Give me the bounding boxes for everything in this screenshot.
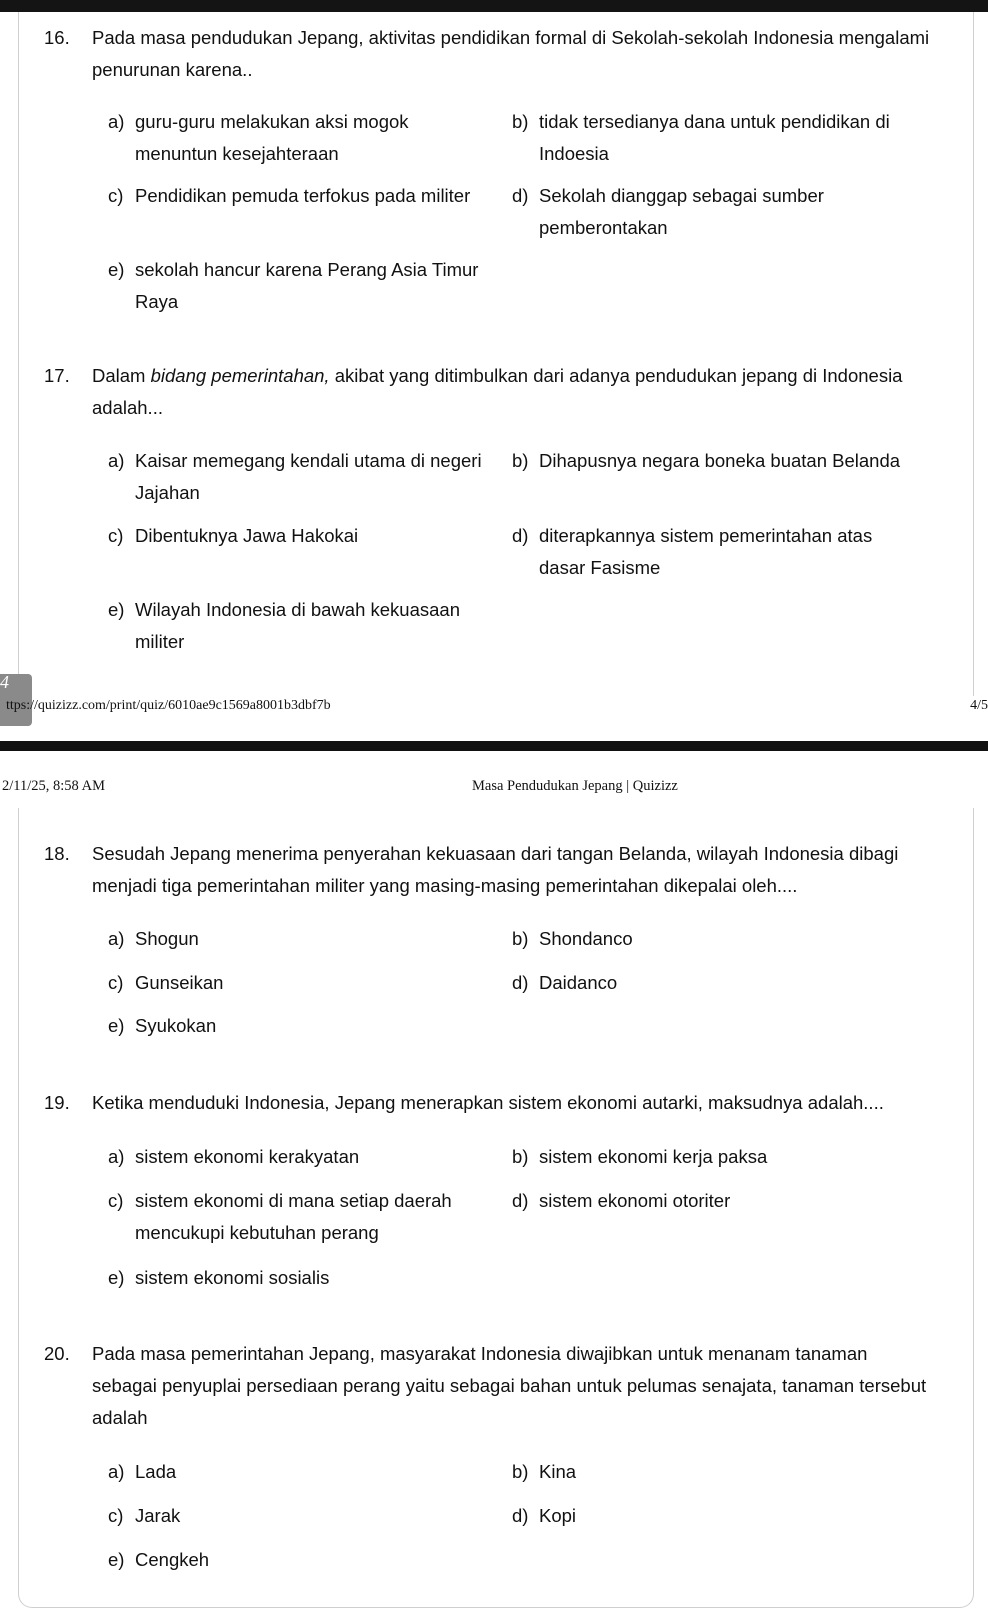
option-letter: c): [108, 525, 124, 546]
header-datetime: 2/11/25, 8:58 AM: [2, 778, 105, 794]
print-footer: [0, 697, 988, 715]
option-text: sekolah hancur karena Perang Asia Timur Raya: [135, 259, 479, 312]
question-19: [44, 1087, 934, 1119]
question-text-italic: bidang pemerintahan,: [150, 365, 330, 386]
option-text: Wilayah Indonesia di bawah kekuasaan militer: [135, 599, 460, 652]
page-tab-number: 4: [0, 672, 9, 692]
question-text: Sesudah Jepang menerima penyerahan kekuasaan dari tangan Belanda, wilayah Indonesia dibagi menjadi tiga pemerintahan militer yang masing-masing pemerintahan dikepalai oleh....: [92, 843, 899, 896]
question-20: [44, 1338, 934, 1434]
option-text: Kaisar memegang kendali utama di negeri Jajahan: [135, 450, 482, 503]
top-border: [0, 0, 988, 12]
option-text: sistem ekonomi kerakyatan: [135, 1146, 360, 1167]
option-text: Dibentuknya Jawa Hakokai: [135, 525, 359, 546]
option-letter: e): [108, 1015, 125, 1036]
option-letter: c): [108, 1190, 124, 1211]
option-text: Kopi: [539, 1505, 577, 1526]
option-text: Shogun: [135, 928, 199, 949]
option-letter: a): [108, 111, 125, 132]
option-text: Daidanco: [539, 972, 618, 993]
question-number: 20.: [44, 1343, 70, 1364]
question-number: 16.: [44, 27, 70, 48]
option-text: Gunseikan: [135, 972, 224, 993]
option-a: [108, 923, 488, 955]
option-d: [512, 967, 892, 999]
option-text: Jarak: [135, 1505, 181, 1526]
question-number: 17.: [44, 365, 70, 386]
option-b: [512, 923, 892, 955]
question-number: 18.: [44, 843, 70, 864]
option-letter: d): [512, 1190, 529, 1211]
option-c: [108, 1500, 488, 1532]
option-letter: a): [108, 928, 125, 949]
print-header: [0, 776, 988, 796]
option-text: Lada: [135, 1461, 177, 1482]
option-text: tidak tersedianya dana untuk pendidikan di Indoesia: [539, 111, 890, 164]
option-letter: b): [512, 450, 529, 471]
option-letter: c): [108, 185, 124, 206]
header-title: Masa Pendudukan Jepang | Quizizz: [472, 778, 678, 794]
option-c: [108, 520, 488, 552]
option-letter: b): [512, 1461, 529, 1482]
option-text: Shondanco: [539, 928, 633, 949]
option-text: Sekolah dianggap sebagai sumber pemberontakan: [539, 185, 824, 238]
option-e: [108, 594, 488, 658]
option-e: [108, 1010, 488, 1042]
question-text-part: Dalam: [92, 365, 151, 386]
option-a: [108, 445, 488, 509]
option-letter: d): [512, 525, 529, 546]
option-letter: e): [108, 259, 125, 280]
question-text: Pada masa pendudukan Jepang, aktivitas pendidikan formal di Sekolah-sekolah Indonesia mengalami penurunan karena..: [92, 27, 930, 80]
question-text-part: akibat yang ditimbulkan dari adanya pendudukan jepang di Indonesia adalah...: [92, 365, 903, 418]
option-letter: a): [108, 1146, 125, 1167]
option-letter: a): [108, 450, 125, 471]
option-e: [108, 1262, 488, 1294]
option-d: [512, 180, 892, 244]
option-b: [512, 1141, 892, 1173]
option-letter: b): [512, 111, 529, 132]
option-text: Dihapusnya negara boneka buatan Belanda: [539, 450, 901, 471]
question-17: [44, 360, 934, 424]
option-d: [512, 1500, 892, 1532]
option-b: [512, 445, 932, 477]
question-number: 19.: [44, 1092, 70, 1113]
option-text: sistem ekonomi otoriter: [539, 1190, 731, 1211]
option-b: [512, 1456, 892, 1488]
option-letter: e): [108, 599, 125, 620]
option-letter: d): [512, 185, 529, 206]
option-letter: d): [512, 1505, 529, 1526]
option-text: sistem ekonomi di mana setiap daerah mencukupi kebutuhan perang: [135, 1190, 452, 1243]
option-a: [108, 1141, 488, 1173]
question-text: Ketika menduduki Indonesia, Jepang menerapkan sistem ekonomi autarki, maksudnya adalah....: [92, 1092, 884, 1113]
option-e: [108, 1544, 488, 1576]
question-text: [92, 360, 934, 424]
footer-url: ttps://quizizz.com/print/quiz/6010ae9c1569a8001b3dbf7b: [6, 698, 331, 713]
option-text: sistem ekonomi kerja paksa: [539, 1146, 768, 1167]
option-text: Cengkeh: [135, 1549, 210, 1570]
option-c: [108, 967, 488, 999]
option-a: [108, 106, 488, 170]
option-text: sistem ekonomi sosialis: [135, 1267, 330, 1288]
option-d: [512, 1185, 892, 1217]
option-letter: d): [512, 972, 529, 993]
question-16: [44, 22, 934, 86]
option-letter: b): [512, 928, 529, 949]
option-text: Syukokan: [135, 1015, 217, 1036]
option-d: [512, 520, 892, 584]
option-letter: b): [512, 1146, 529, 1167]
question-text: Pada masa pemerintahan Jepang, masyarakat Indonesia diwajibkan untuk menanam tanaman sebagai penyuplai persediaan perang yaitu sebagai bahan untuk pelumas senajata, tanaman tersebut adalah: [92, 1343, 927, 1428]
option-letter: c): [108, 1505, 124, 1526]
footer-page-number: 4/5: [970, 698, 988, 713]
option-text: diterapkannya sistem pemerintahan atas dasar Fasisme: [539, 525, 873, 578]
question-18: [44, 838, 934, 902]
option-letter: c): [108, 972, 124, 993]
page-break-bar: [0, 741, 988, 751]
option-c: [108, 1185, 488, 1249]
option-e: [108, 254, 488, 318]
option-text: Kina: [539, 1461, 577, 1482]
option-letter: e): [108, 1549, 125, 1570]
option-letter: e): [108, 1267, 125, 1288]
option-text: guru-guru melakukan aksi mogok menuntun kesejahteraan: [135, 111, 409, 164]
option-letter: a): [108, 1461, 125, 1482]
option-b: [512, 106, 892, 170]
option-text: Pendidikan pemuda terfokus pada militer: [135, 185, 471, 206]
option-c: [108, 180, 488, 212]
option-a: [108, 1456, 488, 1488]
